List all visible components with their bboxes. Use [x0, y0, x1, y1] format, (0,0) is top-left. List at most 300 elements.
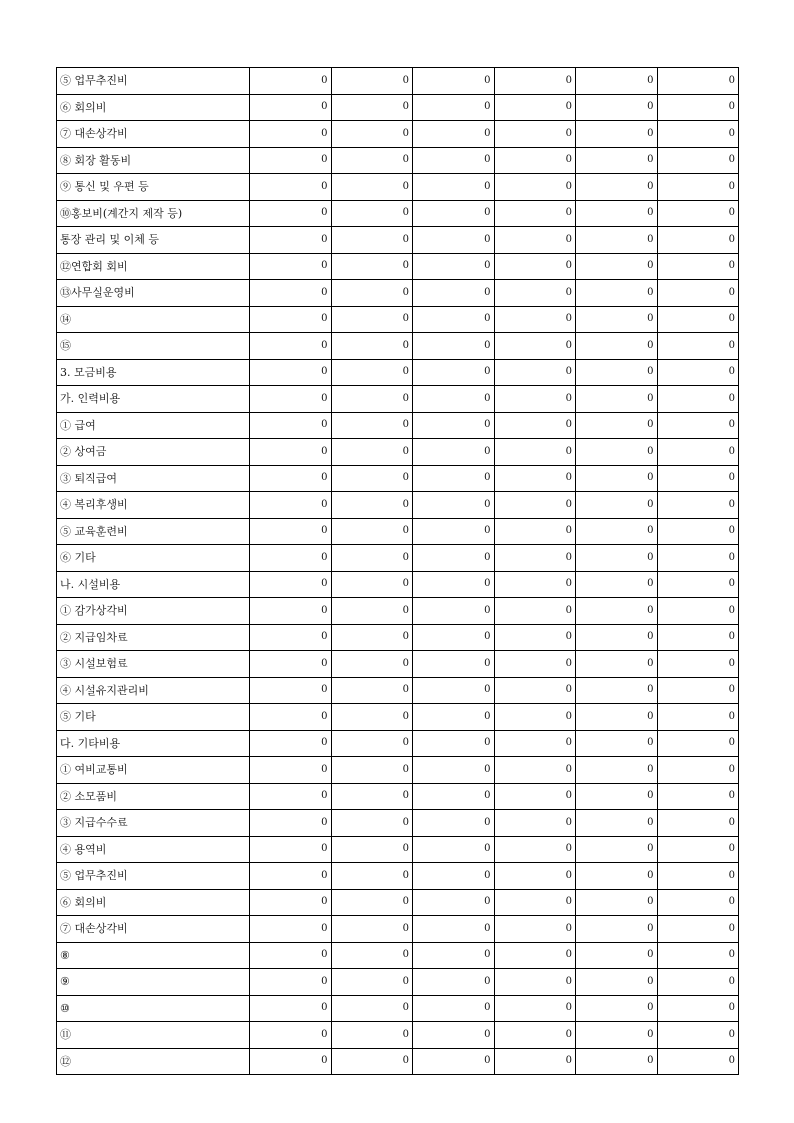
- amount-cell: 0: [331, 147, 413, 174]
- amount-cell: 0: [576, 651, 658, 678]
- amount-cell: 0: [657, 995, 739, 1022]
- amount-cell: 0: [413, 147, 495, 174]
- amount-cell: 0: [250, 280, 332, 307]
- amount-cell: 0: [250, 1048, 332, 1075]
- amount-cell: 0: [331, 306, 413, 333]
- row-label: ① 급여: [57, 412, 250, 439]
- amount-cell: 0: [576, 863, 658, 890]
- amount-cell: 0: [576, 227, 658, 254]
- amount-cell: 0: [494, 200, 576, 227]
- amount-cell: 0: [331, 1048, 413, 1075]
- row-label: 다. 기타비용: [57, 730, 250, 757]
- amount-cell: 0: [494, 863, 576, 890]
- amount-cell: 0: [494, 704, 576, 731]
- table-row: [57, 571, 739, 598]
- amount-cell: 0: [576, 598, 658, 625]
- amount-cell: 0: [413, 571, 495, 598]
- row-label: ③ 퇴직급여: [57, 465, 250, 492]
- amount-cell: 0: [413, 545, 495, 572]
- amount-cell: 0: [494, 545, 576, 572]
- amount-cell: 0: [413, 412, 495, 439]
- row-label: ⑪: [57, 1022, 250, 1049]
- amount-cell: 0: [576, 1022, 658, 1049]
- amount-cell: 0: [331, 439, 413, 466]
- amount-cell: 0: [576, 916, 658, 943]
- expense-table-body: [57, 68, 739, 1075]
- row-label: ⑧: [57, 942, 250, 969]
- row-label: ⑫: [57, 1048, 250, 1075]
- amount-cell: 0: [494, 412, 576, 439]
- amount-cell: 0: [250, 412, 332, 439]
- table-row: [57, 147, 739, 174]
- amount-cell: 0: [657, 68, 739, 95]
- amount-cell: 0: [250, 306, 332, 333]
- row-label: ⑭: [57, 306, 250, 333]
- row-label: ① 감가상각비: [57, 598, 250, 625]
- amount-cell: 0: [494, 492, 576, 519]
- expense-sheet: [56, 67, 738, 1075]
- amount-cell: 0: [250, 942, 332, 969]
- row-label: ④ 복리후생비: [57, 492, 250, 519]
- table-row: [57, 94, 739, 121]
- amount-cell: 0: [576, 810, 658, 837]
- amount-cell: 0: [657, 969, 739, 996]
- amount-cell: 0: [413, 942, 495, 969]
- amount-cell: 0: [250, 624, 332, 651]
- amount-cell: 0: [657, 598, 739, 625]
- amount-cell: 0: [494, 386, 576, 413]
- amount-cell: 0: [494, 94, 576, 121]
- amount-cell: 0: [331, 174, 413, 201]
- amount-cell: 0: [413, 704, 495, 731]
- amount-cell: 0: [657, 942, 739, 969]
- amount-cell: 0: [250, 545, 332, 572]
- amount-cell: 0: [576, 280, 658, 307]
- amount-cell: 0: [413, 386, 495, 413]
- amount-cell: 0: [413, 836, 495, 863]
- amount-cell: 0: [331, 200, 413, 227]
- amount-cell: 0: [657, 492, 739, 519]
- table-row: [57, 174, 739, 201]
- amount-cell: 0: [576, 1048, 658, 1075]
- row-label: 가. 인력비용: [57, 386, 250, 413]
- amount-cell: 0: [331, 942, 413, 969]
- amount-cell: 0: [413, 333, 495, 360]
- table-row: [57, 518, 739, 545]
- amount-cell: 0: [576, 757, 658, 784]
- amount-cell: 0: [657, 810, 739, 837]
- table-row: [57, 465, 739, 492]
- amount-cell: 0: [576, 386, 658, 413]
- amount-cell: 0: [494, 730, 576, 757]
- amount-cell: 0: [576, 412, 658, 439]
- amount-cell: 0: [494, 227, 576, 254]
- amount-cell: 0: [494, 783, 576, 810]
- table-row: [57, 651, 739, 678]
- amount-cell: 0: [657, 359, 739, 386]
- amount-cell: 0: [413, 227, 495, 254]
- amount-cell: 0: [576, 545, 658, 572]
- row-label: ⑤ 기타: [57, 704, 250, 731]
- amount-cell: 0: [494, 651, 576, 678]
- table-row: [57, 863, 739, 890]
- amount-cell: 0: [657, 889, 739, 916]
- amount-cell: 0: [576, 439, 658, 466]
- amount-cell: 0: [250, 863, 332, 890]
- amount-cell: 0: [250, 995, 332, 1022]
- amount-cell: 0: [413, 280, 495, 307]
- amount-cell: 0: [657, 280, 739, 307]
- amount-cell: 0: [657, 651, 739, 678]
- amount-cell: 0: [657, 333, 739, 360]
- amount-cell: 0: [250, 916, 332, 943]
- amount-cell: 0: [494, 598, 576, 625]
- amount-cell: 0: [494, 1048, 576, 1075]
- amount-cell: 0: [331, 359, 413, 386]
- row-label: 통장 관리 및 이체 등: [57, 227, 250, 254]
- table-row: [57, 280, 739, 307]
- amount-cell: 0: [413, 253, 495, 280]
- amount-cell: 0: [250, 465, 332, 492]
- amount-cell: 0: [331, 757, 413, 784]
- amount-cell: 0: [576, 121, 658, 148]
- amount-cell: 0: [331, 704, 413, 731]
- amount-cell: 0: [576, 942, 658, 969]
- amount-cell: 0: [576, 200, 658, 227]
- amount-cell: 0: [576, 783, 658, 810]
- amount-cell: 0: [657, 545, 739, 572]
- amount-cell: 0: [657, 227, 739, 254]
- row-label: ⑥ 회의비: [57, 94, 250, 121]
- amount-cell: 0: [331, 783, 413, 810]
- amount-cell: 0: [250, 1022, 332, 1049]
- amount-cell: 0: [413, 68, 495, 95]
- row-label: ⑤ 교육훈련비: [57, 518, 250, 545]
- amount-cell: 0: [413, 306, 495, 333]
- amount-cell: 0: [413, 889, 495, 916]
- table-row: [57, 121, 739, 148]
- amount-cell: 0: [331, 677, 413, 704]
- row-label: 나. 시설비용: [57, 571, 250, 598]
- amount-cell: 0: [657, 439, 739, 466]
- amount-cell: 0: [494, 969, 576, 996]
- amount-cell: 0: [576, 147, 658, 174]
- amount-cell: 0: [576, 677, 658, 704]
- amount-cell: 0: [331, 253, 413, 280]
- table-row: [57, 783, 739, 810]
- amount-cell: 0: [250, 359, 332, 386]
- amount-cell: 0: [657, 863, 739, 890]
- row-label: ⑧ 회장 활동비: [57, 147, 250, 174]
- amount-cell: 0: [331, 995, 413, 1022]
- amount-cell: 0: [413, 518, 495, 545]
- amount-cell: 0: [657, 571, 739, 598]
- amount-cell: 0: [576, 889, 658, 916]
- amount-cell: 0: [331, 492, 413, 519]
- row-label: ⑫연합회 회비: [57, 253, 250, 280]
- amount-cell: 0: [250, 810, 332, 837]
- amount-cell: 0: [494, 147, 576, 174]
- amount-cell: 0: [657, 1048, 739, 1075]
- table-row: [57, 704, 739, 731]
- table-row: [57, 412, 739, 439]
- amount-cell: 0: [331, 889, 413, 916]
- row-label: ① 여비교통비: [57, 757, 250, 784]
- amount-cell: 0: [494, 995, 576, 1022]
- amount-cell: 0: [413, 677, 495, 704]
- amount-cell: 0: [331, 624, 413, 651]
- amount-cell: 0: [331, 836, 413, 863]
- amount-cell: 0: [250, 147, 332, 174]
- amount-cell: 0: [494, 306, 576, 333]
- amount-cell: 0: [250, 174, 332, 201]
- row-label: ④ 용역비: [57, 836, 250, 863]
- amount-cell: 0: [331, 1022, 413, 1049]
- amount-cell: 0: [576, 306, 658, 333]
- amount-cell: 0: [250, 518, 332, 545]
- amount-cell: 0: [331, 412, 413, 439]
- amount-cell: 0: [250, 651, 332, 678]
- amount-cell: 0: [576, 68, 658, 95]
- amount-cell: 0: [331, 916, 413, 943]
- amount-cell: 0: [657, 518, 739, 545]
- amount-cell: 0: [657, 253, 739, 280]
- amount-cell: 0: [250, 439, 332, 466]
- amount-cell: 0: [576, 94, 658, 121]
- amount-cell: 0: [250, 889, 332, 916]
- amount-cell: 0: [576, 624, 658, 651]
- amount-cell: 0: [413, 94, 495, 121]
- row-label: ② 상여금: [57, 439, 250, 466]
- table-row: [57, 624, 739, 651]
- table-row: [57, 730, 739, 757]
- amount-cell: 0: [576, 518, 658, 545]
- amount-cell: 0: [250, 704, 332, 731]
- row-label: ⑮: [57, 333, 250, 360]
- amount-cell: 0: [657, 836, 739, 863]
- table-row: [57, 836, 739, 863]
- row-label: ② 소모품비: [57, 783, 250, 810]
- row-label: ④ 시설유지관리비: [57, 677, 250, 704]
- amount-cell: 0: [494, 439, 576, 466]
- amount-cell: 0: [576, 836, 658, 863]
- amount-cell: 0: [657, 1022, 739, 1049]
- amount-cell: 0: [657, 386, 739, 413]
- amount-cell: 0: [250, 253, 332, 280]
- row-label: ⑦ 대손상각비: [57, 121, 250, 148]
- amount-cell: 0: [494, 465, 576, 492]
- amount-cell: 0: [413, 465, 495, 492]
- table-row: [57, 677, 739, 704]
- row-label: ⑥ 회의비: [57, 889, 250, 916]
- amount-cell: 0: [250, 94, 332, 121]
- amount-cell: 0: [331, 571, 413, 598]
- amount-cell: 0: [413, 863, 495, 890]
- table-row: [57, 598, 739, 625]
- amount-cell: 0: [494, 518, 576, 545]
- amount-cell: 0: [331, 465, 413, 492]
- amount-cell: 0: [331, 227, 413, 254]
- amount-cell: 0: [657, 757, 739, 784]
- amount-cell: 0: [413, 359, 495, 386]
- amount-cell: 0: [413, 439, 495, 466]
- row-label: ② 지급임차료: [57, 624, 250, 651]
- amount-cell: 0: [494, 1022, 576, 1049]
- table-row: [57, 439, 739, 466]
- row-label: 3. 모금비용: [57, 359, 250, 386]
- amount-cell: 0: [413, 624, 495, 651]
- amount-cell: 0: [657, 624, 739, 651]
- amount-cell: 0: [576, 333, 658, 360]
- amount-cell: 0: [250, 200, 332, 227]
- amount-cell: 0: [576, 253, 658, 280]
- amount-cell: 0: [413, 492, 495, 519]
- amount-cell: 0: [250, 757, 332, 784]
- amount-cell: 0: [250, 386, 332, 413]
- row-label: ⑨: [57, 969, 250, 996]
- amount-cell: 0: [657, 174, 739, 201]
- amount-cell: 0: [657, 121, 739, 148]
- row-label: ⑩: [57, 995, 250, 1022]
- amount-cell: 0: [494, 68, 576, 95]
- amount-cell: 0: [494, 174, 576, 201]
- amount-cell: 0: [413, 200, 495, 227]
- amount-cell: 0: [331, 121, 413, 148]
- table-row: [57, 1022, 739, 1049]
- amount-cell: 0: [331, 545, 413, 572]
- amount-cell: 0: [576, 730, 658, 757]
- amount-cell: 0: [413, 757, 495, 784]
- amount-cell: 0: [576, 571, 658, 598]
- amount-cell: 0: [657, 147, 739, 174]
- amount-cell: 0: [331, 333, 413, 360]
- amount-cell: 0: [331, 810, 413, 837]
- table-row: [57, 386, 739, 413]
- amount-cell: 0: [494, 757, 576, 784]
- table-row: [57, 1048, 739, 1075]
- table-row: [57, 200, 739, 227]
- table-row: [57, 306, 739, 333]
- amount-cell: 0: [657, 704, 739, 731]
- amount-cell: 0: [413, 730, 495, 757]
- amount-cell: 0: [331, 730, 413, 757]
- amount-cell: 0: [250, 492, 332, 519]
- amount-cell: 0: [250, 227, 332, 254]
- amount-cell: 0: [413, 1022, 495, 1049]
- amount-cell: 0: [331, 68, 413, 95]
- amount-cell: 0: [576, 704, 658, 731]
- table-row: [57, 492, 739, 519]
- amount-cell: 0: [250, 730, 332, 757]
- row-label: ⑤ 업무추진비: [57, 68, 250, 95]
- table-row: [57, 889, 739, 916]
- amount-cell: 0: [576, 465, 658, 492]
- amount-cell: 0: [250, 571, 332, 598]
- amount-cell: 0: [413, 598, 495, 625]
- amount-cell: 0: [494, 333, 576, 360]
- amount-cell: 0: [413, 916, 495, 943]
- amount-cell: 0: [657, 465, 739, 492]
- amount-cell: 0: [494, 571, 576, 598]
- amount-cell: 0: [331, 94, 413, 121]
- amount-cell: 0: [250, 68, 332, 95]
- amount-cell: 0: [494, 942, 576, 969]
- amount-cell: 0: [413, 121, 495, 148]
- amount-cell: 0: [494, 624, 576, 651]
- amount-cell: 0: [250, 677, 332, 704]
- amount-cell: 0: [331, 598, 413, 625]
- table-row: [57, 757, 739, 784]
- row-label: ⑤ 업무추진비: [57, 863, 250, 890]
- table-row: [57, 68, 739, 95]
- amount-cell: 0: [576, 359, 658, 386]
- amount-cell: 0: [657, 730, 739, 757]
- table-row: [57, 810, 739, 837]
- amount-cell: 0: [250, 836, 332, 863]
- amount-cell: 0: [413, 174, 495, 201]
- amount-cell: 0: [331, 518, 413, 545]
- table-row: [57, 253, 739, 280]
- amount-cell: 0: [657, 412, 739, 439]
- amount-cell: 0: [331, 386, 413, 413]
- amount-cell: 0: [494, 280, 576, 307]
- table-row: [57, 916, 739, 943]
- row-label: ⑬사무실운영비: [57, 280, 250, 307]
- amount-cell: 0: [250, 598, 332, 625]
- amount-cell: 0: [657, 306, 739, 333]
- amount-cell: 0: [331, 651, 413, 678]
- amount-cell: 0: [494, 810, 576, 837]
- table-row: [57, 545, 739, 572]
- amount-cell: 0: [494, 889, 576, 916]
- amount-cell: 0: [331, 280, 413, 307]
- amount-cell: 0: [413, 1048, 495, 1075]
- row-label: ⑩홍보비(계간지 제작 등): [57, 200, 250, 227]
- table-row: [57, 359, 739, 386]
- amount-cell: 0: [331, 969, 413, 996]
- row-label: ⑦ 대손상각비: [57, 916, 250, 943]
- amount-cell: 0: [657, 94, 739, 121]
- amount-cell: 0: [413, 995, 495, 1022]
- table-row: [57, 942, 739, 969]
- amount-cell: 0: [494, 677, 576, 704]
- row-label: ③ 시설보험료: [57, 651, 250, 678]
- amount-cell: 0: [250, 333, 332, 360]
- amount-cell: 0: [576, 995, 658, 1022]
- amount-cell: 0: [494, 121, 576, 148]
- amount-cell: 0: [331, 863, 413, 890]
- amount-cell: 0: [494, 359, 576, 386]
- amount-cell: 0: [657, 916, 739, 943]
- table-row: [57, 995, 739, 1022]
- table-row: [57, 227, 739, 254]
- amount-cell: 0: [250, 121, 332, 148]
- amount-cell: 0: [657, 783, 739, 810]
- row-label: ⑨ 통신 및 우편 등: [57, 174, 250, 201]
- amount-cell: 0: [250, 969, 332, 996]
- amount-cell: 0: [657, 200, 739, 227]
- row-label: ③ 지급수수료: [57, 810, 250, 837]
- table-row: [57, 969, 739, 996]
- amount-cell: 0: [576, 174, 658, 201]
- amount-cell: 0: [494, 836, 576, 863]
- amount-cell: 0: [576, 492, 658, 519]
- row-label: ⑥ 기타: [57, 545, 250, 572]
- expense-table: [56, 67, 739, 1075]
- amount-cell: 0: [413, 651, 495, 678]
- amount-cell: 0: [494, 916, 576, 943]
- amount-cell: 0: [250, 783, 332, 810]
